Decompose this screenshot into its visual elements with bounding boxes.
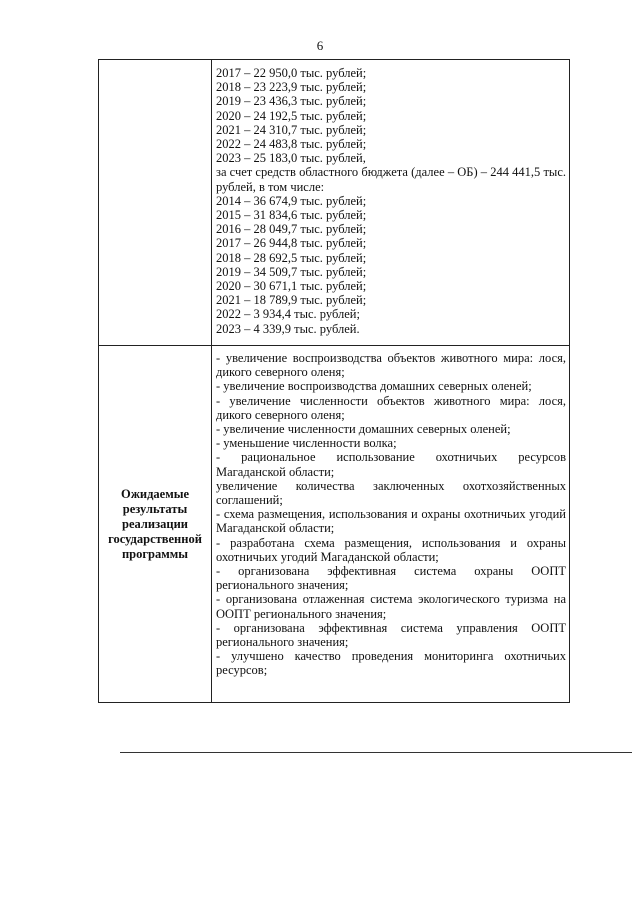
funding-line: 2023 – 25 183,0 тыс. рублей, [216,151,366,166]
funding-line: 2020 – 24 192,5 тыс. рублей; [216,108,367,123]
footer-separator-line [120,752,632,753]
result-item: - уменьшение численности волка; [216,436,397,451]
result-item: - увеличение воспроизводства домашних северных оленей; [216,379,532,394]
funding-line: 2022 – 24 483,8 тыс. рублей; [216,137,367,152]
result-item: увеличение количества заключенных охотхозяйственных соглашений; [216,478,566,508]
result-item: - рациональное использование охотничьих ресурсов Магаданской области; [216,450,566,479]
regional-budget-line: 2014 – 36 674,9 тыс. рублей; [216,193,367,208]
column-divider [211,60,212,702]
program-passport-table [98,59,570,703]
regional-budget-line: 2020 – 30 671,1 тыс. рублей; [216,279,367,294]
funding-cell [216,66,566,336]
result-item: - увеличение численности объектов животного мира: лося, дикого северного оленя; [216,393,566,422]
result-item: - разработана схема размещения, использования и охраны охотничьих угодий Магаданской области; [216,535,566,564]
result-item: - увеличение воспроизводства объектов животного мира: лося, дикого северного оленя; [216,351,566,380]
regional-budget-line: 2021 – 18 789,9 тыс. рублей; [216,293,367,308]
page-number: 6 [316,38,324,53]
regional-budget-line: 2023 – 4 339,9 тыс. рублей. [216,321,360,336]
results-cell [216,351,566,678]
result-item: - улучшено качество проведения мониторинга охотничьих ресурсов; [216,649,566,678]
funding-line: 2018 – 23 223,9 тыс. рублей; [216,80,367,95]
regional-budget-line: 2015 – 31 834,6 тыс. рублей; [216,208,367,223]
regional-budget-line: 2022 – 3 934,4 тыс. рублей; [216,307,360,322]
results-label: Ожидаемые результаты реализации государственной программы [108,487,202,561]
results-label-cell [99,346,211,703]
result-item: - организована отлаженная система экологического туризма на ООПТ регионального значения; [216,592,566,621]
funding-line: 2019 – 23 436,3 тыс. рублей; [216,94,367,109]
regional-budget-line: 2019 – 34 509,7 тыс. рублей; [216,264,367,279]
result-item: - схема размещения, использования и охраны охотничьих угодий Магаданской области; [216,507,566,536]
regional-budget-line: 2018 – 28 692,5 тыс. рублей; [216,250,367,265]
regional-budget-line: 2017 – 26 944,8 тыс. рублей; [216,236,367,251]
result-item: - увеличение численности домашних северных оленей; [216,422,511,437]
funding-line: 2021 – 24 310,7 тыс. рублей; [216,122,367,137]
result-item: - организована эффективная система управления ООПТ регионального значения; [216,620,566,650]
funding-line: 2017 – 22 950,0 тыс. рублей; [216,66,367,80]
regional-budget-line: 2016 – 28 049,7 тыс. рублей; [216,222,367,237]
result-item: - организована эффективная система охраны ООПТ регионального значения; [216,564,566,593]
regional-budget-intro: за счет средств областного бюджета (далее – ОБ) – 244 441,5 тыс. рублей, в том числе: [216,165,566,194]
